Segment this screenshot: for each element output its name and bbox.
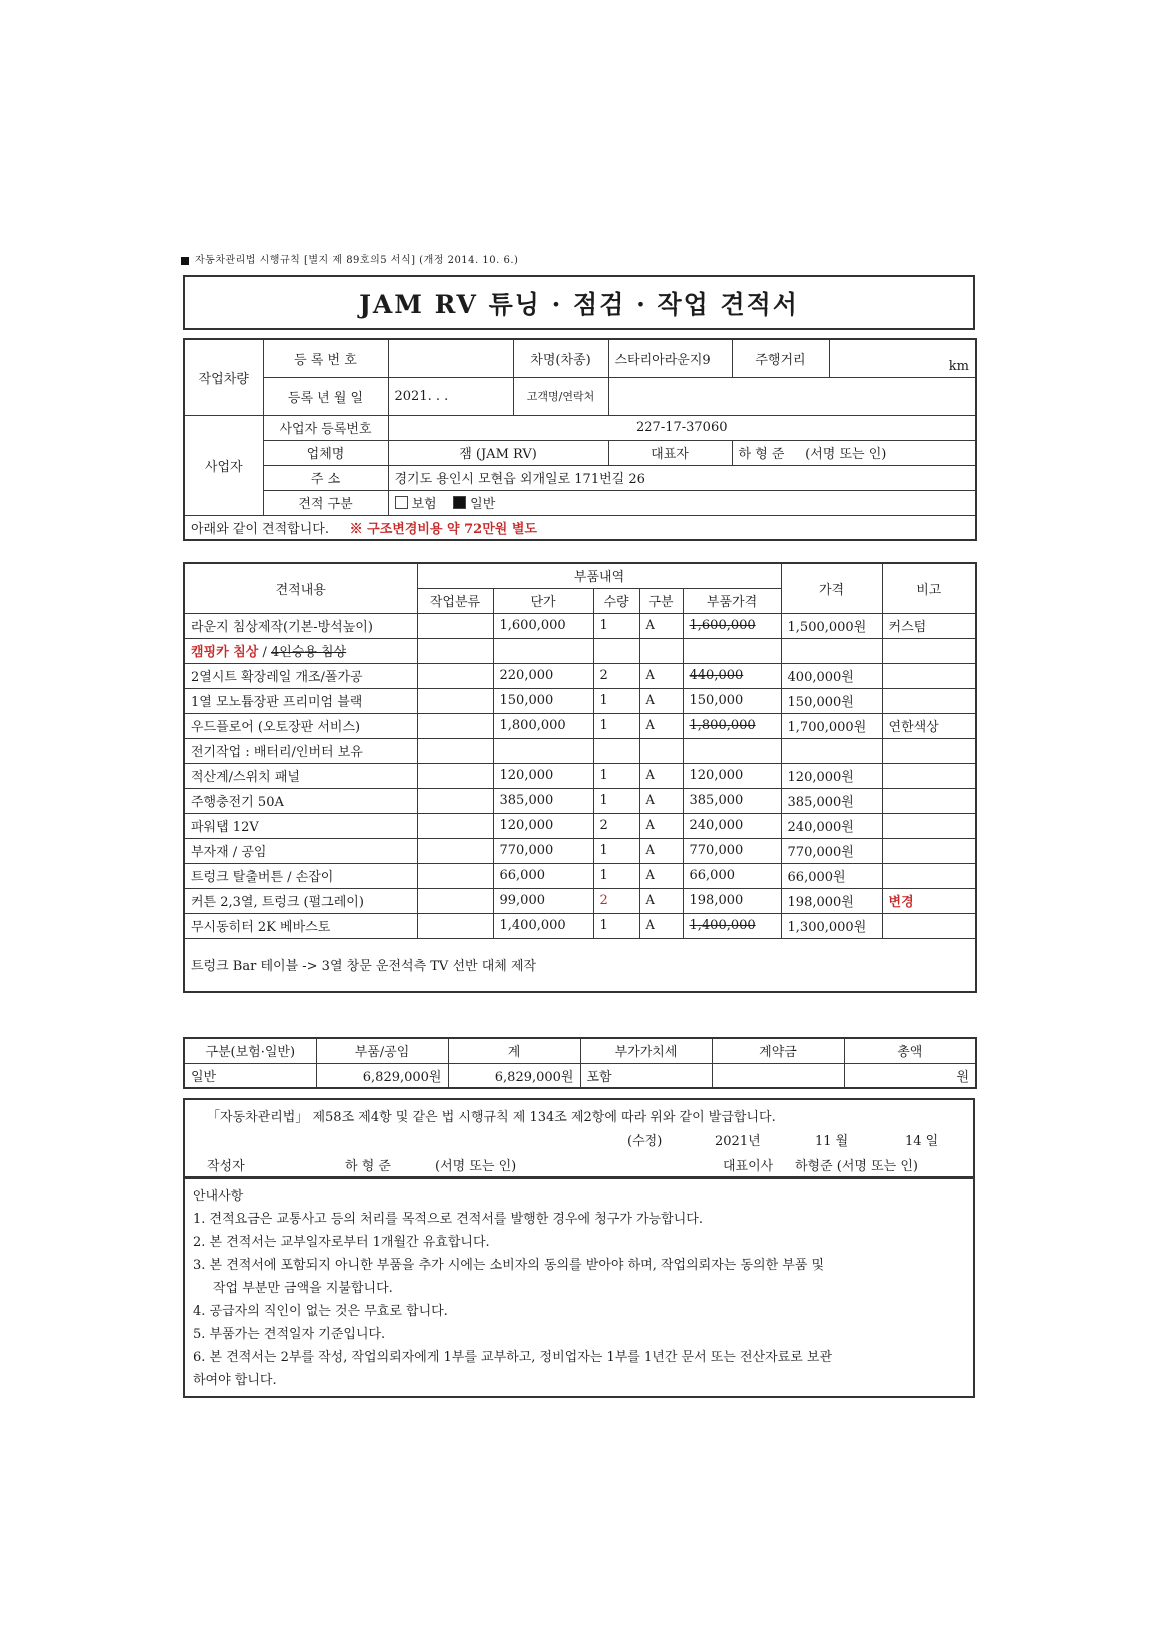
item-qty: 1 [593, 713, 639, 738]
summary-type-value: 일반 [184, 1063, 316, 1088]
item-grade: A [639, 663, 683, 688]
table-row [184, 713, 976, 738]
item-content: 파워탭 12V [184, 813, 417, 838]
rep-label: 대표자 [608, 440, 732, 465]
estimate-type-label: 견적 구분 [263, 490, 388, 515]
table-row [184, 613, 976, 638]
item-qty: 1 [593, 863, 639, 888]
rep-sign-note: (서명 또는 인) [805, 447, 887, 462]
item-unit-price: 66,000 [493, 863, 593, 888]
item-part-price: 240,000 [683, 813, 781, 838]
summary-deposit-value [712, 1063, 844, 1088]
item-qty [593, 738, 639, 763]
item-part-price [683, 738, 781, 763]
item-remark [882, 788, 976, 813]
item-unit-price: 385,000 [493, 788, 593, 813]
item-remark [882, 688, 976, 713]
col-category: 작업분류 [417, 588, 493, 613]
item-part-price [683, 638, 781, 663]
item-unit-price: 1,800,000 [493, 713, 593, 738]
item-unit-price: 1,400,000 [493, 913, 593, 938]
item-price: 1,700,000원 [781, 713, 882, 738]
item-price: 770,000원 [781, 838, 882, 863]
customer-label: 고객명/연락처 [513, 377, 608, 415]
reg-no-label: 등 록 번 호 [263, 339, 388, 377]
item-grade [639, 738, 683, 763]
item-grade: A [639, 763, 683, 788]
table-row [184, 813, 976, 838]
table-row [184, 688, 976, 713]
item-grade: A [639, 788, 683, 813]
item-remark [882, 813, 976, 838]
item-category [417, 738, 493, 763]
estimate-note: 아래와 같이 견적합니다. [191, 521, 329, 537]
item-price [781, 738, 882, 763]
item-price: 120,000원 [781, 763, 882, 788]
item-content: 1열 모노튬장판 프리미엄 블랙 [184, 688, 417, 713]
item-part-price: 440,000 [683, 663, 781, 688]
customer-value [608, 377, 976, 415]
item-unit-price: 1,600,000 [493, 613, 593, 638]
table-row [184, 763, 976, 788]
table-row [184, 663, 976, 688]
item-category [417, 788, 493, 813]
table-row [184, 938, 976, 992]
item-qty: 1 [593, 788, 639, 813]
item-category [417, 688, 493, 713]
item-part-price: 120,000 [683, 763, 781, 788]
car-name-label: 차명(차종) [513, 339, 608, 377]
extra-note-row: 트렁크 Bar 테이블 -> 3열 창문 운전석측 TV 선반 대체 제작 [184, 938, 976, 992]
square-bullet-icon [181, 257, 189, 265]
table-row [184, 738, 976, 763]
vehicle-business-table [183, 338, 977, 541]
item-qty: 1 [593, 763, 639, 788]
item-category [417, 638, 493, 663]
item-content: 주행충전기 50A [184, 788, 417, 813]
item-remark: 변경 [882, 888, 976, 913]
item-qty: 1 [593, 838, 639, 863]
revised-mark: (수정) [627, 1134, 663, 1149]
summary-table [183, 1037, 977, 1089]
biz-no-value: 227-17-37060 [388, 415, 976, 440]
estimate-type-options: 보험 일반 [388, 490, 976, 515]
table-row [184, 863, 976, 888]
item-category [417, 913, 493, 938]
item-grade: A [639, 813, 683, 838]
address-value: 경기도 용인시 모현읍 외개일로 171번길 26 [388, 465, 976, 490]
item-unit-price: 120,000 [493, 813, 593, 838]
item-price: 198,000원 [781, 888, 882, 913]
issue-year: 2021년 [715, 1134, 761, 1149]
col-part-price: 부품가격 [683, 588, 781, 613]
item-remark [882, 913, 976, 938]
item-remark [882, 838, 976, 863]
item-unit-price: 220,000 [493, 663, 593, 688]
mileage-value: km [829, 339, 976, 377]
ceo-name: 하형준 (서명 또는 인) [795, 1159, 919, 1174]
item-price: 385,000원 [781, 788, 882, 813]
item-unit-price: 120,000 [493, 763, 593, 788]
writer-sign: (서명 또는 인) [435, 1159, 517, 1174]
law-text: 「자동차관리법」 제58조 제4항 및 같은 법 시행규칙 제 134조 제2항에 따라 위와 같이 발급합니다. [207, 1110, 776, 1125]
summary-total-label: 계 [448, 1038, 580, 1063]
reg-date-label: 등록 년 월 일 [263, 377, 388, 415]
col-qty: 수량 [593, 588, 639, 613]
col-parts: 부품내역 [417, 563, 781, 588]
item-category [417, 888, 493, 913]
note-line: 3. 본 견적서에 포함되지 아니한 부품을 추가 시에는 소비자의 동의를 받아야 하며, 작업의뢰자는 동의한 부품 및 [193, 1258, 825, 1273]
item-part-price: 150,000 [683, 688, 781, 713]
biz-no-label: 사업자 등록번호 [263, 415, 388, 440]
item-remark [882, 638, 976, 663]
item-part-price: 66,000 [683, 863, 781, 888]
item-content: 2열시트 확장레일 개조/폴가공 [184, 663, 417, 688]
item-part-price: 1,400,000 [683, 913, 781, 938]
item-unit-price: 770,000 [493, 838, 593, 863]
document-title: JAM RV 튜닝 · 점검 · 작업 견적서 [183, 275, 975, 330]
summary-parts-label: 부품/공임 [316, 1038, 448, 1063]
item-category [417, 813, 493, 838]
reg-date-value: 2021. . . [388, 377, 513, 415]
issue-month: 11 월 [815, 1134, 849, 1149]
item-category [417, 763, 493, 788]
item-content: 커튼 2,3열, 트렁크 (펄그레이) [184, 888, 417, 913]
item-category [417, 663, 493, 688]
reg-no-value [388, 339, 513, 377]
note-line: 6. 본 견적서는 2부를 작성, 작업의뢰자에게 1부를 교부하고, 정비업자는 1부를 1년간 문서 또는 전산자료로 보관 [193, 1350, 833, 1365]
col-grade: 구분 [639, 588, 683, 613]
notes-title: 안내사항 [193, 1189, 244, 1204]
item-price: 240,000원 [781, 813, 882, 838]
summary-vat-value: 포함 [580, 1063, 712, 1088]
vehicle-section-label: 작업차량 [184, 339, 263, 415]
item-content: 적산계/스위치 패널 [184, 763, 417, 788]
item-content: 우드플로어 (오토장판 서비스) [184, 713, 417, 738]
item-unit-price [493, 738, 593, 763]
item-remark [882, 863, 976, 888]
summary-deposit-label: 계약금 [712, 1038, 844, 1063]
address-label: 주 소 [263, 465, 388, 490]
summary-vat-label: 부가가치세 [580, 1038, 712, 1063]
table-row [184, 888, 976, 913]
writer-label: 작성자 [207, 1159, 245, 1174]
item-price: 1,500,000원 [781, 613, 882, 638]
item-grade [639, 638, 683, 663]
item-grade: A [639, 613, 683, 638]
item-content: 라운지 침상제작(기본-방석높이) [184, 613, 417, 638]
form-reference: 자동차관리법 시행규칙 [별지 제 89호의5 서식] (개정 2014. 10. 6.) [181, 251, 518, 266]
item-price: 400,000원 [781, 663, 882, 688]
item-content: 캠핑카 침상 / 4인승용 침상 [184, 638, 417, 663]
col-price: 가격 [781, 563, 882, 613]
item-grade: A [639, 713, 683, 738]
item-part-price: 1,600,000 [683, 613, 781, 638]
note-line: 2. 본 견적서는 교부일자로부터 1개월간 유효합니다. [193, 1235, 490, 1250]
rep-value-cell [732, 440, 976, 465]
item-grade: A [639, 688, 683, 713]
summary-parts-value: 6,829,000원 [316, 1063, 448, 1088]
checkbox-insurance[interactable] [395, 496, 408, 509]
note-line: 작업 부분만 금액을 지불합니다. [213, 1281, 393, 1296]
item-qty: 1 [593, 913, 639, 938]
item-grade: A [639, 888, 683, 913]
table-row [184, 913, 976, 938]
item-category [417, 863, 493, 888]
item-price: 66,000원 [781, 863, 882, 888]
business-section-label: 사업자 [184, 415, 263, 515]
item-category [417, 838, 493, 863]
item-part-price: 198,000 [683, 888, 781, 913]
item-content: 부자재 / 공임 [184, 838, 417, 863]
summary-type-label: 구분(보험·일반) [184, 1038, 316, 1063]
item-part-price: 385,000 [683, 788, 781, 813]
writer-name: 하 형 준 [345, 1159, 391, 1174]
company-label: 업체명 [263, 440, 388, 465]
col-remark: 비고 [882, 563, 976, 613]
col-unit-price: 단가 [493, 588, 593, 613]
summary-total-value: 6,829,000원 [448, 1063, 580, 1088]
item-remark [882, 763, 976, 788]
item-part-price: 770,000 [683, 838, 781, 863]
estimate-items-table [183, 562, 977, 993]
item-price: 150,000원 [781, 688, 882, 713]
mileage-label: 주행거리 [732, 339, 829, 377]
estimate-note-row [184, 515, 976, 540]
summary-sum-label: 총액 [844, 1038, 976, 1063]
rep-value: 하 형 준 [738, 447, 785, 462]
item-qty: 2 [593, 663, 639, 688]
item-part-price: 1,800,000 [683, 713, 781, 738]
note-line: 1. 견적요금은 교통사고 등의 처리를 목적으로 견적서를 발행한 경우에 청구가 가능합니다. [193, 1212, 703, 1227]
item-grade: A [639, 913, 683, 938]
table-row [184, 638, 976, 663]
item-remark [882, 663, 976, 688]
note-line: 4. 공급자의 직인이 없는 것은 무효로 합니다. [193, 1304, 448, 1319]
item-unit-price [493, 638, 593, 663]
structure-cost-note: ※ 구조변경비용 약 72만원 별도 [349, 521, 537, 537]
item-qty [593, 638, 639, 663]
item-content: 전기작업 : 배터리/인버터 보유 [184, 738, 417, 763]
item-price [781, 638, 882, 663]
item-price: 1,300,000원 [781, 913, 882, 938]
company-value: 잼 (JAM RV) [388, 440, 608, 465]
table-row [184, 788, 976, 813]
issue-statement [183, 1098, 975, 1178]
col-content: 견적내용 [184, 563, 417, 613]
checkbox-general[interactable] [453, 496, 466, 509]
item-qty: 1 [593, 688, 639, 713]
item-unit-price: 99,000 [493, 888, 593, 913]
item-qty: 2 [593, 888, 639, 913]
item-category [417, 713, 493, 738]
note-line: 5. 부품가는 견적일자 기준입니다. [193, 1327, 386, 1342]
note-line: 하여야 합니다. [193, 1373, 277, 1388]
table-row [184, 838, 976, 863]
summary-sum-value: 원 [844, 1063, 976, 1088]
item-category [417, 613, 493, 638]
item-remark: 커스텀 [882, 613, 976, 638]
item-remark [882, 738, 976, 763]
notes-section [183, 1178, 975, 1398]
item-content: 트렁크 탈출버튼 / 손잡이 [184, 863, 417, 888]
issue-day: 14 일 [905, 1134, 939, 1149]
item-qty: 2 [593, 813, 639, 838]
item-content: 무시동히터 2K 베바스토 [184, 913, 417, 938]
car-name-value: 스타리아라운지9 [608, 339, 732, 377]
item-qty: 1 [593, 613, 639, 638]
item-grade: A [639, 863, 683, 888]
item-unit-price: 150,000 [493, 688, 593, 713]
item-remark: 연한색상 [882, 713, 976, 738]
ceo-label: 대표이사 [723, 1159, 774, 1174]
item-grade: A [639, 838, 683, 863]
